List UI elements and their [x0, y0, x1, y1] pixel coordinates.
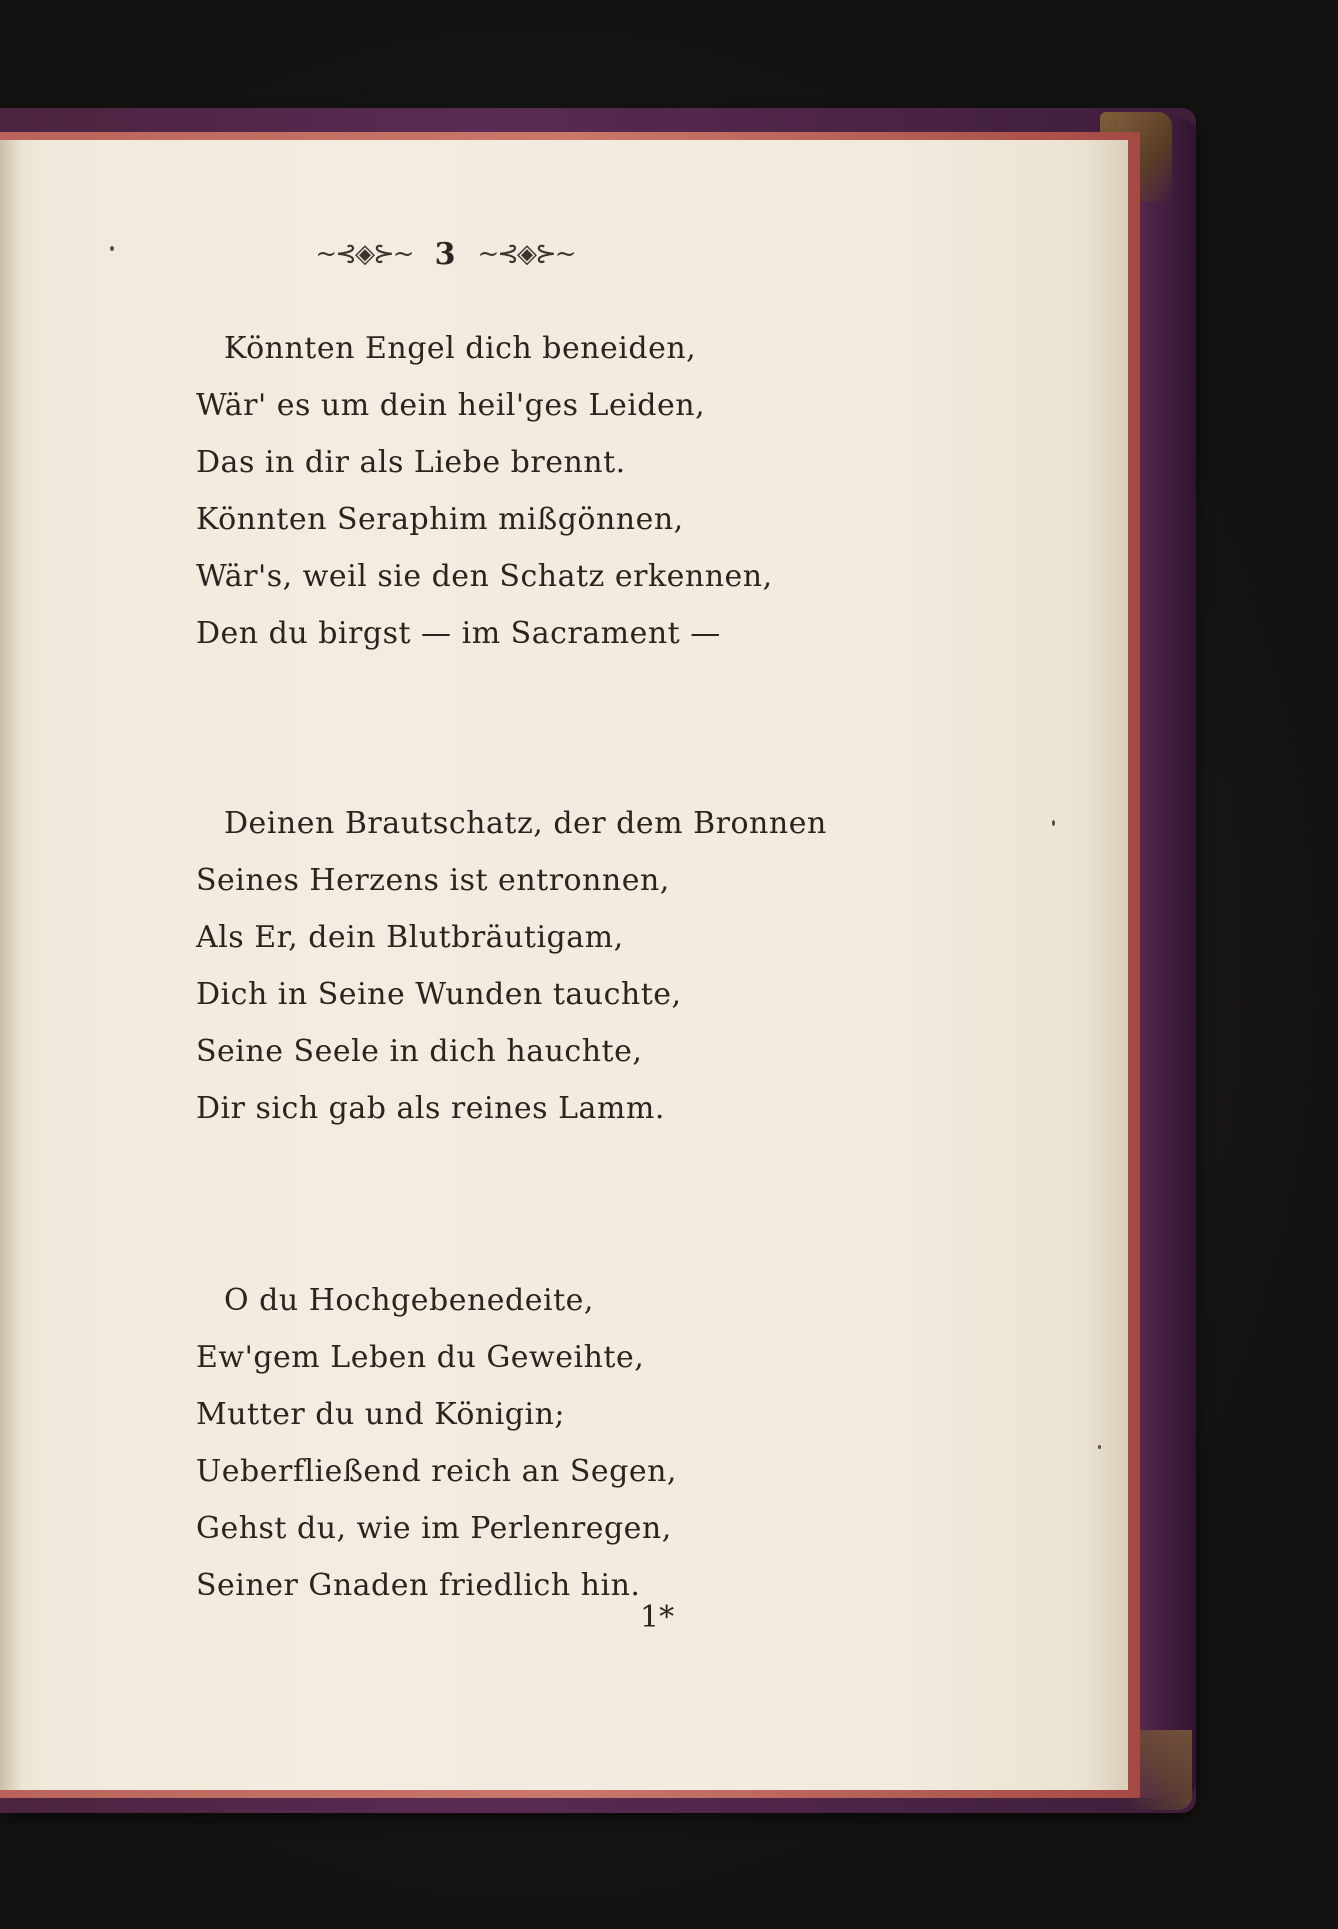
verse-line: Ew'gem Leben du Geweihte, — [196, 1340, 645, 1375]
verse-line: Als Er, dein Blutbräutigam, — [196, 920, 624, 955]
ornament-right: ~⊰◈⊱~ — [477, 239, 575, 269]
stanza-2 — [196, 795, 827, 1137]
page-header — [300, 234, 590, 274]
ornament-left: ~⊰◈⊱~ — [315, 239, 413, 269]
verse-line: Seine Seele in dich hauchte, — [196, 1034, 643, 1069]
verse-line: Seines Herzens ist entronnen, — [196, 863, 670, 898]
page-number: 3 — [434, 236, 456, 272]
stanza-3 — [196, 1272, 677, 1614]
paper-speck — [110, 246, 114, 251]
verse-line: O du Hochgebenedeite, — [224, 1283, 594, 1318]
verse-line: Könnten Seraphim mißgönnen, — [196, 502, 684, 537]
verse-line: Wär' es um dein heil'ges Leiden, — [196, 388, 706, 423]
verse-line: Mutter du und Königin; — [196, 1397, 566, 1432]
verse-line: Deinen Brautschatz, der dem Bronnen — [224, 806, 827, 841]
verse-line: Das in dir als Liebe brennt. — [196, 445, 626, 480]
paper-speck — [1052, 820, 1055, 826]
verse-line: Könnten Engel dich beneiden, — [224, 331, 697, 366]
paper-speck — [1098, 1445, 1101, 1449]
stanza-1 — [196, 320, 773, 662]
gutter-shadow — [0, 140, 22, 1790]
verse-line: Wär's, weil sie den Schatz erkennen, — [196, 559, 773, 594]
verse-line: Ueberfließend reich an Segen, — [196, 1454, 677, 1489]
verse-line: Gehst du, wie im Perlenregen, — [196, 1511, 672, 1546]
verse-line: Dich in Seine Wunden tauchte, — [196, 977, 682, 1012]
signature-mark: 1* — [640, 1600, 675, 1635]
verse-line: Dir sich gab als reines Lamm. — [196, 1091, 665, 1126]
verse-line: Seiner Gnaden friedlich hin. — [196, 1568, 641, 1603]
verse-line: Den du birgst — im Sacrament — — [196, 616, 721, 651]
